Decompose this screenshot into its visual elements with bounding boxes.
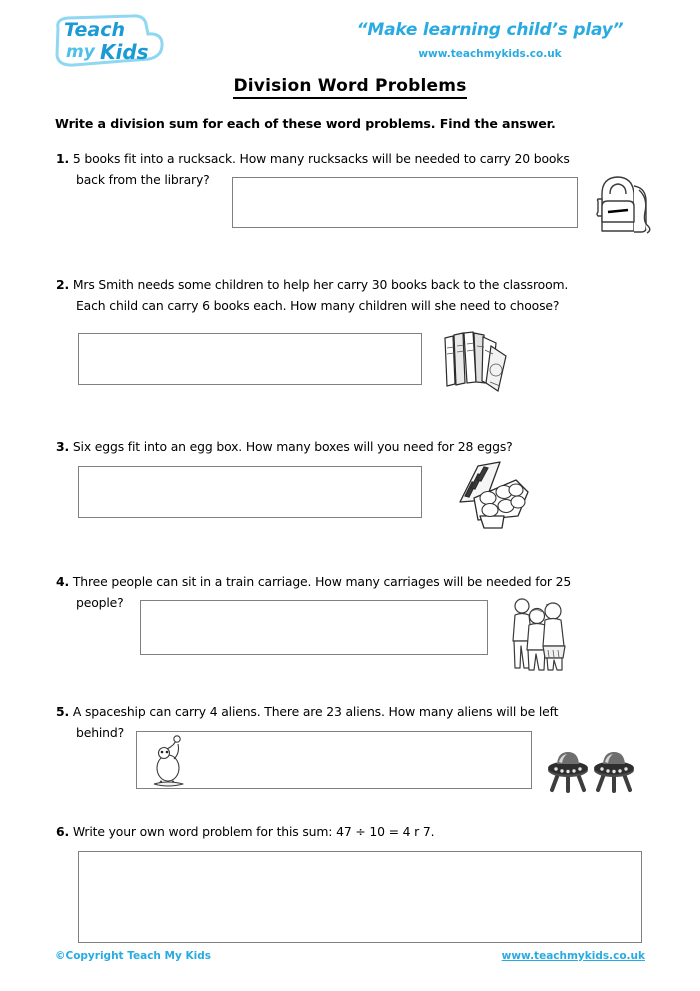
question-1-number: 1. bbox=[56, 151, 70, 166]
answer-box-3[interactable] bbox=[78, 466, 422, 518]
answer-box-6[interactable] bbox=[78, 851, 642, 943]
page-title-text: Division Word Problems bbox=[233, 76, 466, 99]
question-2-number: 2. bbox=[56, 277, 70, 292]
worksheet-header bbox=[0, 0, 700, 110]
question-5-number: 5. bbox=[56, 704, 70, 719]
question-5-text-1: A spaceship can carry 4 aliens. There are 23 aliens. How many aliens will be left bbox=[72, 704, 559, 719]
question-1-line-2: back from the library? bbox=[76, 172, 210, 187]
question-6-line-1 bbox=[56, 821, 656, 842]
three-people-icon bbox=[508, 594, 570, 674]
ufo-icon bbox=[546, 744, 638, 794]
answer-box-5[interactable] bbox=[136, 731, 532, 789]
svg-text:Kids: Kids bbox=[100, 40, 149, 64]
teach-my-kids-logo bbox=[48, 12, 168, 70]
question-3-line-1 bbox=[56, 436, 656, 457]
tagline: “Make learning child’s play” bbox=[356, 20, 624, 40]
question-2-line-2: Each child can carry 6 books each. How many children will she need to choose? bbox=[76, 298, 560, 313]
question-6 bbox=[56, 821, 656, 842]
question-3 bbox=[56, 436, 656, 457]
question-2-text-1: Mrs Smith needs some children to help her carry 30 books back to the classroom. bbox=[72, 277, 569, 292]
svg-text:Teach: Teach bbox=[64, 19, 126, 41]
svg-text:my: my bbox=[66, 42, 95, 62]
rucksack-icon bbox=[588, 168, 658, 240]
answer-box-2[interactable] bbox=[78, 333, 422, 385]
question-6-number: 6. bbox=[56, 824, 70, 839]
instruction-line: Write a division sum for each of these word problems. Find the answer. bbox=[55, 116, 556, 131]
worksheet-footer bbox=[0, 950, 700, 980]
question-4-text-1: Three people can sit in a train carriage. How many carriages will be needed for 25 bbox=[72, 574, 572, 589]
question-5-line-2: behind? bbox=[76, 725, 125, 740]
question-1-text-1: 5 books fit into a rucksack. How many rucksacks will be needed to carry 20 books bbox=[72, 151, 570, 166]
books-icon bbox=[440, 326, 512, 394]
answer-box-4[interactable] bbox=[140, 600, 488, 655]
question-1-line-1 bbox=[56, 148, 656, 169]
footer-site-url-link[interactable]: www.teachmykids.co.uk bbox=[501, 950, 645, 962]
question-4-number: 4. bbox=[56, 574, 70, 589]
question-5-line-1 bbox=[56, 701, 656, 722]
egg-box-icon bbox=[456, 458, 534, 530]
answer-box-1[interactable] bbox=[232, 177, 578, 228]
question-4-line-1 bbox=[56, 571, 656, 592]
question-3-number: 3. bbox=[56, 439, 70, 454]
page-title bbox=[0, 76, 700, 96]
copyright-text: ©Copyright Teach My Kids bbox=[55, 950, 212, 962]
question-6-text-1: Write your own word problem for this sum: 47 ÷ 10 = 4 r 7. bbox=[72, 824, 435, 839]
question-2-line-1 bbox=[56, 274, 656, 295]
question-2 bbox=[56, 274, 656, 316]
alien-icon bbox=[148, 735, 194, 787]
question-3-text-1: Six eggs fit into an egg box. How many boxes will you need for 28 eggs? bbox=[72, 439, 513, 454]
header-site-url: www.teachmykids.co.uk bbox=[418, 48, 562, 60]
question-4-line-2: people? bbox=[76, 595, 124, 610]
